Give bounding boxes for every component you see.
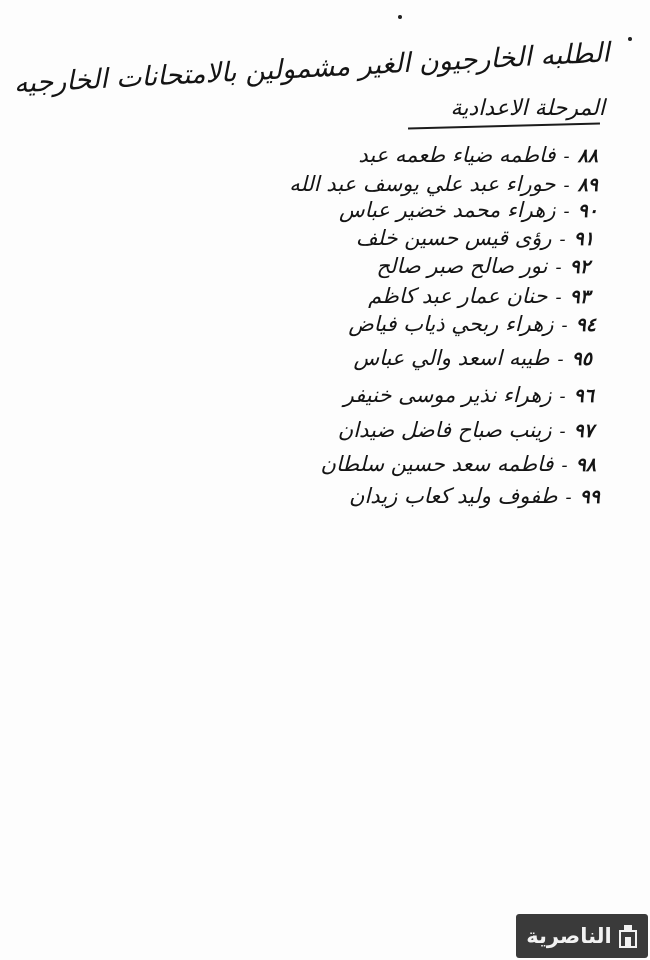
- item-dash: -: [559, 229, 566, 250]
- student-name: فاطمه ضياء طعمه عبد: [358, 143, 556, 167]
- item-number: ٩٢: [569, 256, 590, 278]
- item-dash: -: [559, 386, 566, 407]
- item-number: ٩٣: [569, 286, 590, 308]
- list-item: [338, 418, 594, 442]
- item-number: ٩٦: [573, 385, 594, 407]
- item-dash: -: [561, 455, 568, 476]
- item-dash: -: [565, 487, 572, 508]
- list-item: [349, 484, 600, 508]
- list-item: [377, 254, 591, 278]
- item-number: ٨٩: [577, 174, 598, 196]
- list-item: [339, 198, 598, 222]
- student-name: فاطمه سعد حسين سلطان: [320, 452, 554, 476]
- item-number: ٩٤: [575, 314, 596, 336]
- item-number: ٩٨: [575, 454, 596, 476]
- list-item: [368, 284, 590, 308]
- student-name: نور صالح صبر صالح: [376, 254, 548, 278]
- student-name: طفوف وليد كعاب زيدان: [349, 484, 558, 508]
- item-dash: -: [563, 146, 570, 167]
- list-item: [348, 312, 596, 336]
- document-title: الطلبه الخارجيون الغير مشمولين بالامتحانات الخارجيه: [13, 37, 611, 100]
- item-dash: -: [563, 175, 570, 196]
- item-dash: -: [561, 315, 568, 336]
- item-number: ٩٥: [571, 348, 592, 370]
- student-name: زهراء ربحي ذياب فياض: [348, 312, 554, 336]
- building-logo-icon: [618, 923, 638, 949]
- student-name: حنان عمار عبد كاظم: [368, 284, 548, 308]
- list-item: [358, 143, 598, 167]
- item-number: ٩١: [573, 228, 594, 250]
- list-item: [356, 226, 594, 250]
- student-name: زهراء محمد خضير عباس: [338, 198, 556, 222]
- list-item: [353, 346, 592, 370]
- item-dash: -: [555, 257, 562, 278]
- student-name: طيبه اسعد والي عباس: [353, 346, 550, 370]
- watermark-logo: [516, 914, 648, 958]
- item-number: ٨٨: [577, 145, 598, 167]
- student-name: حوراء عبد علي يوسف عبد الله: [289, 172, 556, 196]
- item-dash: -: [559, 421, 566, 442]
- item-dash: -: [563, 201, 570, 222]
- document-subtitle: المرحلة الاعدادية: [450, 96, 605, 121]
- student-name: زينب صباح فاضل ضيدان: [337, 418, 552, 442]
- item-number: ٩٧: [573, 420, 594, 442]
- student-name: رؤى قيس حسين خلف: [355, 226, 552, 250]
- list-item: [289, 172, 598, 196]
- student-name: زهراء نذير موسى خنيفر: [343, 383, 552, 407]
- list-item: [344, 383, 594, 407]
- item-number: ٩٠: [577, 200, 598, 222]
- item-dash: -: [557, 349, 564, 370]
- watermark-text: الناصرية: [526, 924, 612, 948]
- list-item: [321, 452, 596, 476]
- item-number: ٩٩: [579, 486, 600, 508]
- item-dash: -: [555, 287, 562, 308]
